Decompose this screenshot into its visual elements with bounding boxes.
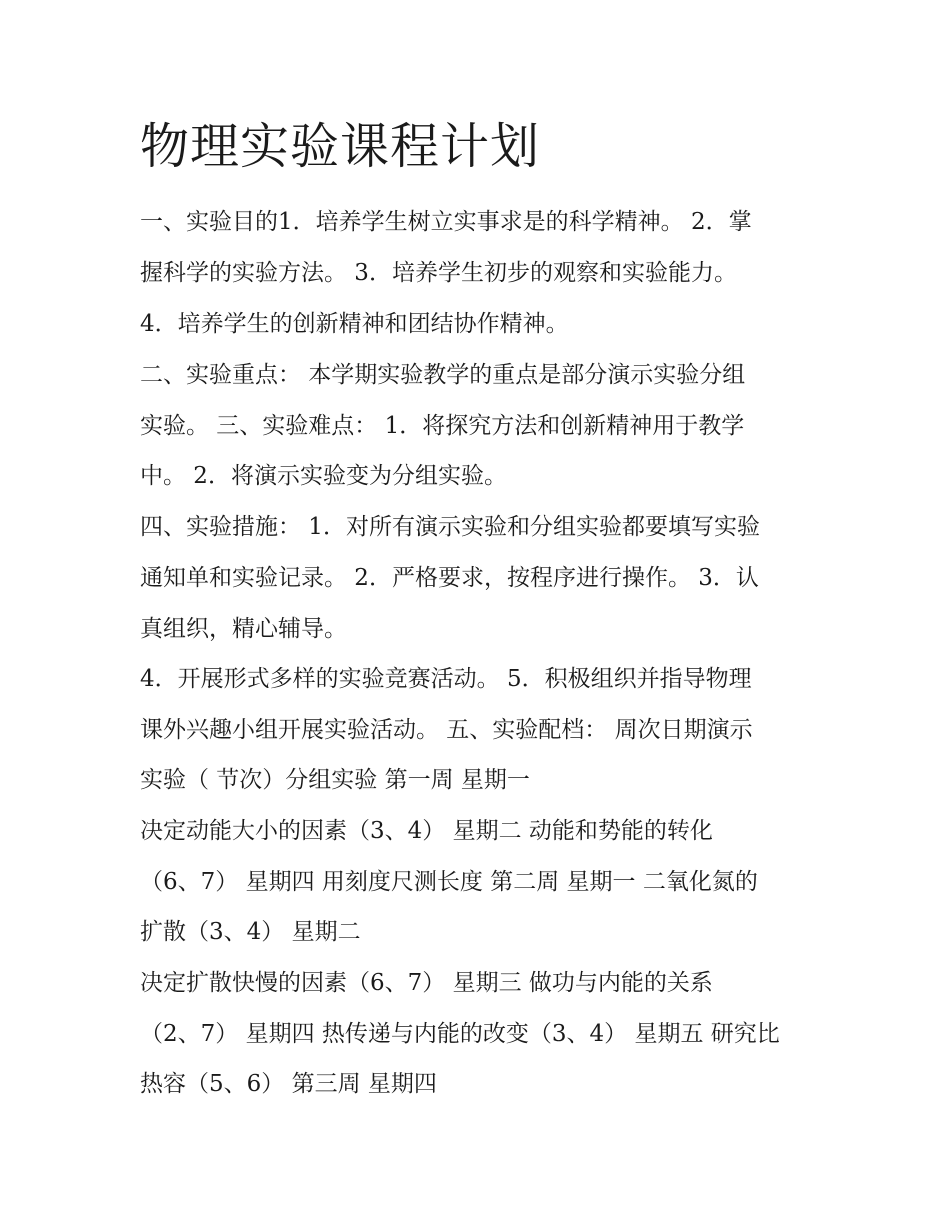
body-line: 中。 2．将演示实验变为分组实验。 <box>140 463 507 489</box>
body-line: 二、实验重点： 本学期实验教学的重点是部分演示实验分组 <box>140 362 746 388</box>
body-line: 课外兴趣小组开展实验活动。 五、实验配档： 周次日期演示 <box>140 717 753 743</box>
body-line: 四、实验措施： 1．对所有演示实验和分组实验都要填写实验 <box>140 514 760 540</box>
body-line: 实验（ 节次）分组实验 第一周 星期一 <box>140 767 530 793</box>
body-line: 真组织，精心辅导。 <box>140 616 347 642</box>
body-line: 实验。 三、实验难点： 1．将探究方法和创新精神用于教学 <box>140 413 745 439</box>
document-title: 物理实验课程计划 <box>140 118 541 175</box>
body-line: （2、7） 星期四 热传递与内能的改变（3、4） 星期五 研究比 <box>140 1021 780 1047</box>
body-line: （6、7） 星期四 用刻度尺测长度 第二周 星期一 二氧化氮的 <box>140 869 758 895</box>
body-line: 一、实验目的1．培养学生树立实事求是的科学精神。 2．掌 <box>140 209 752 235</box>
body-line: 决定扩散快慢的因素（6、7） 星期三 做功与内能的关系 <box>140 970 713 996</box>
body-line: 通知单和实验记录。 2．严格要求，按程序进行操作。 3．认 <box>140 565 759 591</box>
body-line: 4．培养学生的创新精神和团结协作精神。 <box>140 311 569 337</box>
body-line: 热容（5、6） 第三周 星期四 <box>140 1071 437 1097</box>
body-line: 4．开展形式多样的实验竞赛活动。 5．积极组织并指导物理 <box>140 666 752 692</box>
body-line: 握科学的实验方法。 3．培养学生初步的观察和实验能力。 <box>140 260 737 286</box>
body-line: 决定动能大小的因素（3、4） 星期二 动能和势能的转化 <box>140 818 713 844</box>
body-line: 扩散（3、4） 星期二 <box>140 919 361 945</box>
